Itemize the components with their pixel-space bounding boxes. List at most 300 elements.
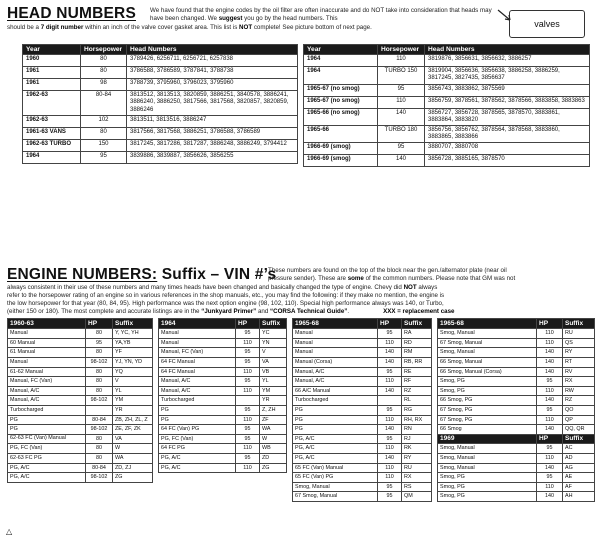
- year-cell: 1962-63: [23, 91, 81, 116]
- hp-cell: 110: [537, 453, 563, 463]
- table-row: [438, 473, 595, 483]
- suffix-cell: RX: [402, 473, 432, 483]
- suffix-cell: YL: [260, 377, 287, 387]
- table-header-row: [293, 319, 432, 329]
- table-header-row: [159, 319, 287, 329]
- hp-cell: 140: [537, 463, 563, 473]
- col-suffix: Suffix: [563, 319, 595, 329]
- table-row: [159, 444, 287, 454]
- table-row: [159, 367, 287, 377]
- table-row: [23, 91, 298, 116]
- table-row: [8, 367, 153, 377]
- head-numbers-cell: 3856743, 3883862, 3875569: [425, 84, 590, 96]
- engine-type-cell: PG: [293, 405, 378, 415]
- table-header-row: [8, 319, 153, 329]
- head-numbers-cell: 3819876, 3856631, 3856632, 3886257: [425, 55, 590, 67]
- suffix-cell: RL: [402, 396, 432, 406]
- engine-intro-2: pressure sender). These are some of the common numbers. Please note that GM was not: [268, 275, 516, 282]
- horsepower-cell: 140: [378, 108, 425, 125]
- horsepower-cell: 80: [81, 67, 127, 79]
- engine-type-cell: 66 Smog, PG: [438, 396, 537, 406]
- table-row: [293, 405, 432, 415]
- suffix-cell: ZD: [260, 453, 287, 463]
- head-numbers-cell: 3813512, 3813513, 3820859, 3886251, 3840578, 3886241, 3886240, 3886250, 3817566, 3817568, 3820857, 3820859, 3886246: [127, 91, 298, 116]
- suffix-cell: RU: [563, 329, 595, 339]
- hp-cell: 140: [378, 386, 402, 396]
- engine-type-cell: Manual: [159, 329, 236, 339]
- head-numbers-table-left: [22, 44, 298, 164]
- engine-type-cell: Smog, PG: [438, 377, 537, 387]
- engine-type-cell: 67 Smog, PG: [438, 405, 537, 415]
- table-row: [438, 425, 595, 435]
- suffix-cell: RD: [402, 338, 432, 348]
- engine-type-cell: Manual, A/C: [293, 367, 378, 377]
- horsepower-cell: 150: [81, 139, 127, 151]
- table-row: [438, 453, 595, 463]
- engine-type-cell: Smog, Manual: [438, 348, 537, 358]
- table-row: [293, 386, 432, 396]
- table-row: [159, 405, 287, 415]
- table-row: [159, 463, 287, 473]
- suffix-table-1965-68-b: [437, 318, 595, 502]
- table-row: [159, 357, 287, 367]
- hp-cell: 110: [236, 463, 260, 473]
- table-row: [438, 348, 595, 358]
- engine-type-cell: Smog, PG: [438, 386, 537, 396]
- engine-type-cell: PG, FC (Van): [159, 434, 236, 444]
- table-row: [293, 463, 432, 473]
- col-year: Year: [23, 45, 81, 55]
- hp-cell: 95: [236, 377, 260, 387]
- suffix-cell: QP: [563, 415, 595, 425]
- engine-type-cell: 64 FC Manual: [159, 357, 236, 367]
- engine-type-cell: Smog, Manual: [438, 444, 537, 454]
- engine-type-cell: PG, A/C: [8, 463, 86, 473]
- hp-cell: 80: [86, 444, 113, 454]
- engine-type-cell: Smog, PG: [438, 473, 537, 483]
- table-row: [304, 155, 590, 167]
- table-row: [159, 386, 287, 396]
- hp-cell: 95: [236, 405, 260, 415]
- table-row: [304, 67, 590, 84]
- hp-cell: 110: [236, 338, 260, 348]
- engine-type-cell: Manual (Corsa): [293, 357, 378, 367]
- table-row: [8, 405, 153, 415]
- hp-cell: 80: [86, 453, 113, 463]
- hp-cell: 95: [236, 434, 260, 444]
- engine-numbers-title: ENGINE NUMBERS: Suffix – VIN #’s: [7, 266, 277, 283]
- suffix-cell: AG: [563, 463, 595, 473]
- hp-cell: 110: [378, 415, 402, 425]
- pointer-arrow-icon: [496, 8, 516, 24]
- engine-type-cell: PG, A/C: [293, 453, 378, 463]
- year-cell: 1966-69 (smog): [304, 155, 378, 167]
- engine-type-cell: Manual: [8, 357, 86, 367]
- table-year-title: 1964: [159, 319, 236, 329]
- engine-type-cell: Smog, Manual: [293, 482, 378, 492]
- engine-type-cell: 61 Manual: [8, 348, 86, 358]
- hp-cell: 110: [378, 377, 402, 387]
- year-cell: 1964: [23, 151, 81, 163]
- hp-cell: 110: [236, 386, 260, 396]
- engine-type-cell: Manual: [293, 348, 378, 358]
- year-cell: 1965-66 (no smog): [304, 108, 378, 125]
- table-row: [23, 151, 298, 163]
- hp-cell: 110: [378, 338, 402, 348]
- hp-cell: 95: [236, 348, 260, 358]
- table-row: [438, 386, 595, 396]
- hp-cell: 140: [537, 348, 563, 358]
- table-row: [8, 348, 153, 358]
- engine-type-cell: PG: [293, 415, 378, 425]
- table-row: [293, 425, 432, 435]
- table-row: [304, 96, 590, 108]
- head-numbers-cell: 3786588, 3786589, 3787841, 3788738: [127, 67, 298, 79]
- table-row: [8, 396, 153, 406]
- hp-cell: 80: [86, 367, 113, 377]
- engine-type-cell: Manual, FC (Van): [159, 348, 236, 358]
- suffix-cell: YM: [113, 396, 153, 406]
- table-row: [293, 415, 432, 425]
- suffix-cell: AE: [563, 473, 595, 483]
- table-row: [23, 55, 298, 67]
- engine-type-cell: Turbocharged: [293, 396, 378, 406]
- hp-cell: 140: [537, 396, 563, 406]
- suffix-cell: V: [260, 348, 287, 358]
- table-row: [293, 444, 432, 454]
- suffix-cell: RM: [402, 348, 432, 358]
- table-row: [438, 396, 595, 406]
- engine-type-cell: 66 Smog, Manual: [438, 357, 537, 367]
- horsepower-cell: TURBO 180: [378, 126, 425, 143]
- suffix-cell: RY: [402, 453, 432, 463]
- engine-type-cell: Manual: [293, 338, 378, 348]
- suffix-cell: YL: [113, 386, 153, 396]
- engine-type-cell: 67 Smog, Manual: [438, 338, 537, 348]
- suffix-cell: YF: [113, 348, 153, 358]
- head-numbers-cell: 3819904, 3856636, 3856638, 3886258, 3886259, 3817245, 3827435, 3856637: [425, 67, 590, 84]
- suffix-cell: V: [113, 377, 153, 387]
- engine-type-cell: PG: [159, 405, 236, 415]
- suffix-cell: W: [260, 434, 287, 444]
- suffix-cell: AD: [563, 453, 595, 463]
- table-row: [304, 126, 590, 143]
- suffix-cell: RZ: [402, 386, 432, 396]
- col-suffix: Suffix: [260, 319, 287, 329]
- suffix-cell: RN: [402, 425, 432, 435]
- year-cell: 1965-67 (no smog): [304, 96, 378, 108]
- suffix-cell: WA: [260, 425, 287, 435]
- suffix-cell: Y, YC, YH: [113, 329, 153, 339]
- horsepower-cell: 102: [81, 115, 127, 127]
- engine-type-cell: Manual, A/C: [293, 377, 378, 387]
- table-row: [293, 348, 432, 358]
- horsepower-cell: 95: [378, 84, 425, 96]
- table-row: [23, 115, 298, 127]
- head-numbers-intro-line2: should be a 7 digit number within an inch of the valve cover gasket area. This list is NOT complete! See picture bottom of next page.: [7, 24, 372, 31]
- table-row: [438, 415, 595, 425]
- suffix-cell: QS: [563, 338, 595, 348]
- table-row: [293, 434, 432, 444]
- engine-type-cell: Smog, Manual: [438, 453, 537, 463]
- hp-cell: 95: [378, 434, 402, 444]
- table-row: [438, 482, 595, 492]
- table-row: [293, 329, 432, 339]
- engine-type-cell: Smog, PG: [438, 492, 537, 502]
- engine-type-cell: PG, A/C: [159, 453, 236, 463]
- head-numbers-cell: 3856759, 3878561, 3878562, 3878566, 3883858, 3883863: [425, 96, 590, 108]
- suffix-cell: ZD, ZJ: [113, 463, 153, 473]
- table-row: [293, 396, 432, 406]
- engine-type-cell: Smog, Manual: [438, 463, 537, 473]
- engine-type-cell: Manual, A/C: [159, 377, 236, 387]
- hp-cell: 95: [378, 367, 402, 377]
- suffix-table-1960-63: [7, 318, 153, 483]
- hp-cell: 80: [86, 348, 113, 358]
- col-head-numbers: Head Numbers: [127, 45, 298, 55]
- engine-type-cell: Smog, PG: [438, 482, 537, 492]
- engine-type-cell: PG, A/C: [8, 473, 86, 483]
- hp-cell: 80: [86, 434, 113, 444]
- suffix-cell: YR: [113, 405, 153, 415]
- suffix-table-1965-68-a: [292, 318, 432, 502]
- hp-cell: 95: [378, 492, 402, 502]
- col-horsepower: Horsepower: [378, 45, 425, 55]
- table-row: [159, 338, 287, 348]
- col-year: Year: [304, 45, 378, 55]
- hp-cell: 98-102: [86, 425, 113, 435]
- year-cell: 1966-69 (smog): [304, 143, 378, 155]
- suffix-cell: RA: [402, 329, 432, 339]
- suffix-cell: AC: [563, 444, 595, 454]
- table-row: [23, 79, 298, 91]
- suffix-cell: YM: [260, 386, 287, 396]
- table-row: [159, 348, 287, 358]
- head-numbers-cell: 3813511, 3813516, 3886247: [127, 115, 298, 127]
- year-cell: 1961: [23, 67, 81, 79]
- suffix-table-1964: [158, 318, 287, 473]
- engine-intro-6: (either 150 or 180). The most complete and accurate listings are in the “Junkyard Primer” and “CORSA Technical Guide”. XXX = replacement case: [7, 308, 455, 315]
- hp-cell: [86, 405, 113, 415]
- hp-cell: 80: [86, 386, 113, 396]
- table-row: [8, 434, 153, 444]
- year-cell: 1965-67 (no smog): [304, 84, 378, 96]
- col-hp: HP: [537, 319, 563, 329]
- hp-cell: 110: [378, 444, 402, 454]
- suffix-cell: RB, RR: [402, 357, 432, 367]
- suffix-cell: RJ: [402, 434, 432, 444]
- engine-type-cell: PG, A/C: [293, 444, 378, 454]
- engine-type-cell: 64 FC Manual: [159, 367, 236, 377]
- suffix-cell: YC: [260, 329, 287, 339]
- suffix-cell: RS: [402, 482, 432, 492]
- engine-type-cell: 66 Smog: [438, 425, 537, 435]
- engine-type-cell: 64 FC PG: [159, 444, 236, 454]
- hp-cell: 140: [537, 425, 563, 435]
- head-numbers-cell: 3839886, 3839887, 3856626, 3856255: [127, 151, 298, 163]
- table-header-row: [438, 319, 595, 329]
- table-row: [159, 453, 287, 463]
- table-row: [438, 463, 595, 473]
- suffix-cell: VB: [260, 367, 287, 377]
- table-row: [8, 473, 153, 483]
- hp-cell: 98-102: [86, 396, 113, 406]
- hp-cell: 140: [378, 425, 402, 435]
- table-row: [23, 127, 298, 139]
- head-numbers-cell: 3880707, 3880708: [425, 143, 590, 155]
- year-cell: 1960: [23, 55, 81, 67]
- suffix-cell: QO: [563, 405, 595, 415]
- table-year-title: 1965-68: [293, 319, 378, 329]
- suffix-cell: WB: [260, 444, 287, 454]
- engine-type-cell: 62-63 FC PG: [8, 453, 86, 463]
- head-numbers-intro: We have found that the engine codes by the oil filter are often inaccurate and do NOT take into consideration that heads may have been changed. We suggest you go by the head numbers. This: [150, 7, 492, 22]
- table-row: [159, 396, 287, 406]
- table-row: [23, 67, 298, 79]
- table-row: [293, 473, 432, 483]
- table-row: [304, 143, 590, 155]
- table-row: [438, 338, 595, 348]
- col-hp: HP: [537, 434, 563, 444]
- head-numbers-cell: 3856728, 3885165, 3878570: [425, 155, 590, 167]
- head-numbers-cell: 3856727, 3856728, 3878565, 3878570, 3883861, 3883864, 3883820: [425, 108, 590, 125]
- hp-cell: 80-84: [86, 415, 113, 425]
- suffix-cell: Z, ZH: [260, 405, 287, 415]
- engine-type-cell: PG, A/C: [293, 434, 378, 444]
- hp-cell: 110: [537, 415, 563, 425]
- hp-cell: 110: [236, 444, 260, 454]
- table-year-title: 1965-68: [438, 319, 537, 329]
- col-horsepower: Horsepower: [81, 45, 127, 55]
- hp-cell: 80: [86, 329, 113, 339]
- table-row: [8, 386, 153, 396]
- engine-type-cell: 67 Smog, Manual: [293, 492, 378, 502]
- suffix-cell: RU: [402, 463, 432, 473]
- suffix-cell: RH, RX: [402, 415, 432, 425]
- table-row: [159, 415, 287, 425]
- valves-callout: [509, 10, 585, 38]
- suffix-cell: RK: [402, 444, 432, 454]
- col-suffix: Suffix: [402, 319, 432, 329]
- hp-cell: 140: [537, 357, 563, 367]
- engine-type-cell: 66 A/C Manual: [293, 386, 378, 396]
- col-hp: HP: [378, 319, 402, 329]
- horsepower-cell: 80: [81, 55, 127, 67]
- horsepower-cell: 95: [378, 143, 425, 155]
- horsepower-cell: 80-84: [81, 91, 127, 116]
- head-numbers-cell: 3856756, 3856762, 3878564, 3878568, 3883860, 3883865, 3883866: [425, 126, 590, 143]
- engine-type-cell: Manual, A/C: [8, 386, 86, 396]
- table-row: [438, 377, 595, 387]
- hp-cell: 95: [236, 425, 260, 435]
- table-row: [438, 492, 595, 502]
- suffix-cell: WA: [113, 453, 153, 463]
- horsepower-cell: 80: [81, 127, 127, 139]
- table-row: [293, 482, 432, 492]
- suffix-cell: QM: [402, 492, 432, 502]
- table-row: [159, 425, 287, 435]
- year-cell: 1964: [304, 55, 378, 67]
- col-hp: HP: [86, 319, 113, 329]
- suffix-cell: VA: [113, 434, 153, 444]
- suffix-cell: ZF: [260, 415, 287, 425]
- table-row: [23, 139, 298, 151]
- col-hp: HP: [236, 319, 260, 329]
- suffix-cell: ZB, ZH, ZL, Z: [113, 415, 153, 425]
- hp-cell: 95: [537, 444, 563, 454]
- table-row: [438, 405, 595, 415]
- hp-cell: 95: [378, 329, 402, 339]
- engine-type-cell: PG: [8, 415, 86, 425]
- hp-cell: 110: [236, 415, 260, 425]
- suffix-cell: AH: [563, 492, 595, 502]
- suffix-cell: YR: [260, 396, 287, 406]
- table-row: [8, 415, 153, 425]
- engine-type-cell: Manual: [293, 329, 378, 339]
- col-suffix: Suffix: [113, 319, 153, 329]
- suffix-cell: RZ: [563, 396, 595, 406]
- hp-cell: 140: [378, 348, 402, 358]
- horsepower-cell: 140: [378, 155, 425, 167]
- year-cell: 1965-66: [304, 126, 378, 143]
- hp-cell: 95: [236, 329, 260, 339]
- table-row: [438, 357, 595, 367]
- suffix-cell: RG: [402, 405, 432, 415]
- table-row: [8, 377, 153, 387]
- engine-type-cell: Smog, Manual: [438, 329, 537, 339]
- sub-table-header-row: [438, 434, 595, 444]
- table-row: [304, 84, 590, 96]
- suffix-cell: YA,YB: [113, 338, 153, 348]
- hp-cell: 140: [378, 357, 402, 367]
- table-row: [159, 377, 287, 387]
- suffix-cell: VA: [260, 357, 287, 367]
- engine-type-cell: 65 FC (Van) PG: [293, 473, 378, 483]
- hp-cell: [378, 396, 402, 406]
- horsepower-cell: 110: [378, 96, 425, 108]
- table-row: [159, 329, 287, 339]
- triangle-arrow-icon: △: [6, 527, 13, 536]
- table-row: [293, 492, 432, 502]
- table-row: [159, 434, 287, 444]
- horsepower-cell: 98: [81, 79, 127, 91]
- table-header-row: [304, 45, 590, 55]
- horsepower-cell: 95: [81, 151, 127, 163]
- suffix-cell: RV: [563, 367, 595, 377]
- hp-cell: 140: [378, 453, 402, 463]
- head-numbers-title: HEAD NUMBERS: [7, 5, 136, 22]
- engine-intro-5: the low horsepower for that year (80, 84, 95). High performance was the next option engine (98, 102, 110). Special high performance always was 140, or Turbo,: [7, 300, 444, 307]
- suffix-cell: ZE, ZF, ZK: [113, 425, 153, 435]
- engine-type-cell: 60 Manual: [8, 338, 86, 348]
- engine-type-cell: 66 Smog, Manual (Corsa): [438, 367, 537, 377]
- engine-type-cell: Manual, A/C: [159, 386, 236, 396]
- head-numbers-cell: 3817245, 3817286, 3817287, 3886248, 3886249, 3794412: [127, 139, 298, 151]
- year-cell: 1962-63 TURBO: [23, 139, 81, 151]
- suffix-cell: QQ, QR: [563, 425, 595, 435]
- horsepower-cell: TURBO 150: [378, 67, 425, 84]
- engine-intro-3: always consistent in their use of these numbers and many times heads have been changed and basically changed the type of engine. Chevy did NOT always: [7, 284, 438, 291]
- engine-type-cell: Manual, FC (Van): [8, 377, 86, 387]
- suffix-cell: RY: [563, 348, 595, 358]
- hp-cell: 110: [378, 463, 402, 473]
- table-row: [293, 377, 432, 387]
- col-head-numbers: Head Numbers: [425, 45, 590, 55]
- sub-table-year-title: 1969: [438, 434, 537, 444]
- hp-cell: 95: [537, 377, 563, 387]
- engine-type-cell: PG: [159, 415, 236, 425]
- replacement-case-note: XXX = replacement case: [383, 308, 455, 315]
